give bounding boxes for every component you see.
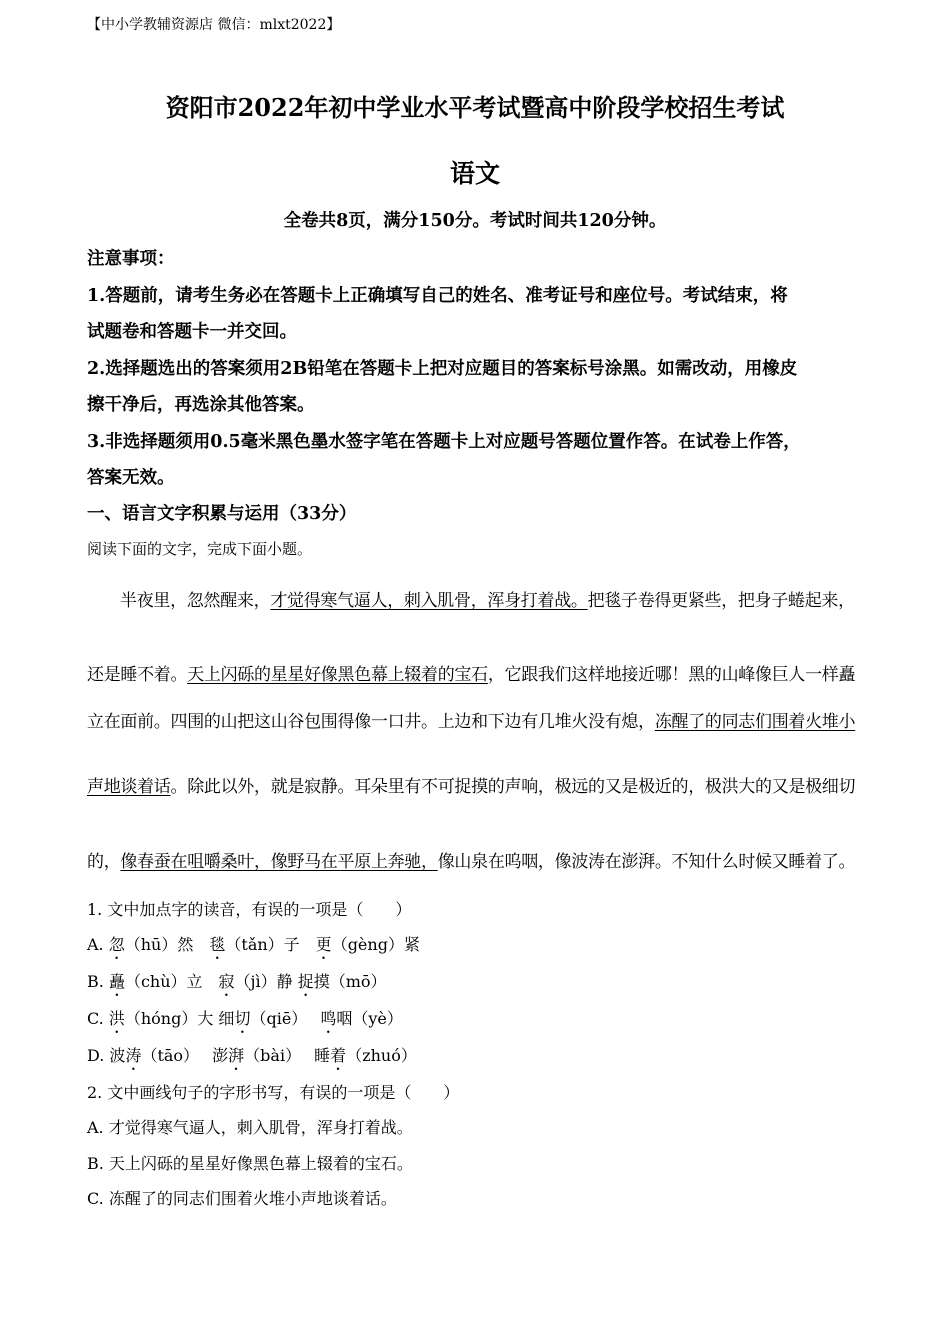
question-2-option-c: C. 冻醒了的同志们围着火堆小声地谈着话。 <box>87 1189 397 1208</box>
underlined-sentence: 冻醒了的同志们围着火堆小 <box>654 712 856 732</box>
underlined-sentence: 像春蚕在咀嚼桑叶，像野马在平原上奔驰， <box>120 852 438 872</box>
subject-title: 语文 <box>449 159 500 188</box>
notice-line: 3.非选择题须用0.5毫米黑色墨水签字笔在答题卡上对应题号答题位置作答。在试卷上作答， <box>87 432 801 452</box>
notice-line: 擦干净后，再选涂其他答案。 <box>87 395 315 415</box>
question-1-option-a: A. 忽（hū）然 毯（tǎn）子 更（gèng）紧 <box>87 935 420 954</box>
exam-info: 全卷共8页，满分150分。考试时间共120分钟。 <box>283 211 667 231</box>
header-note: 【中小学教辅资源店 微信：mlxt2022】 <box>87 17 341 33</box>
underlined-sentence: 天上闪砾的星星好像黑色幕上辍着的宝石 <box>187 665 488 685</box>
question-1-option-b: B. 矗（chù）立 寂（jì）静 捉摸（mō） <box>87 972 387 991</box>
question-1-option-d: D. 波涛（tāo） 澎湃（bài） 睡着（zhuó） <box>87 1046 417 1065</box>
section-instruction: 阅读下面的文字，完成下面小题。 <box>87 540 313 558</box>
question-2-option-a: A. 才觉得寒气逼人，刺入肌骨，浑身打着战。 <box>87 1118 413 1137</box>
passage-line: 声地谈着话。除此以外，就是寂静。耳朵里有不可捉摸的声响，极远的又是极近的，极洪大的又是极细切 <box>87 777 856 797</box>
notice-line: 答案无效。 <box>87 468 175 488</box>
passage-line: 立在面前。四围的山把这山谷包围得像一口井。上边和下边有几堆火没有熄，冻醒了的同志们围着火堆小 <box>87 712 856 732</box>
notice-line: 1.答题前，请考生务必在答题卡上正确填写自己的姓名、准考证号和座位号。考试结束，将 <box>87 286 788 306</box>
notice-line: 试题卷和答题卡一并交回。 <box>87 322 297 342</box>
section-heading: 一、语言文字积累与运用（33分） <box>87 504 357 524</box>
question-2-stem: 2. 文中画线句子的字形书写，有误的一项是（ ） <box>87 1083 460 1102</box>
passage-line: 的，像春蚕在咀嚼桑叶，像野马在平原上奔驰，像山泉在呜咽，像波涛在澎湃。不知什么时候又睡着了。 <box>87 852 856 872</box>
passage-line: 还是睡不着。天上闪砾的星星好像黑色幕上辍着的宝石，它跟我们这样地接近哪！黑的山峰像巨人一样矗 <box>87 665 856 685</box>
passage-line: 半夜里，忽然醒来，才觉得寒气逼人，刺入肌骨，浑身打着战。把毯子卷得更紧些，把身子蜷起来， <box>120 591 855 611</box>
question-2-option-b: B. 天上闪砾的星星好像黑色幕上辍着的宝石。 <box>87 1154 413 1173</box>
question-1-stem: 1. 文中加点字的读音，有误的一项是（ ） <box>87 900 412 919</box>
question-1-option-c: C. 洪（hóng）大 细切（qiē） 鸣咽（yè） <box>87 1009 403 1028</box>
underlined-sentence: 才觉得寒气逼人，刺入肌骨，浑身打着战。 <box>270 591 588 611</box>
exam-title: 资阳市2022年初中学业水平考试暨高中阶段学校招生考试 <box>165 93 785 122</box>
notice-heading: 注意事项： <box>87 249 175 269</box>
underlined-sentence: 声地谈着话 <box>87 777 171 797</box>
notice-line: 2.选择题选出的答案须用2B铅笔在答题卡上把对应题目的答案标号涂黑。如需改动，用橡皮 <box>87 359 798 379</box>
